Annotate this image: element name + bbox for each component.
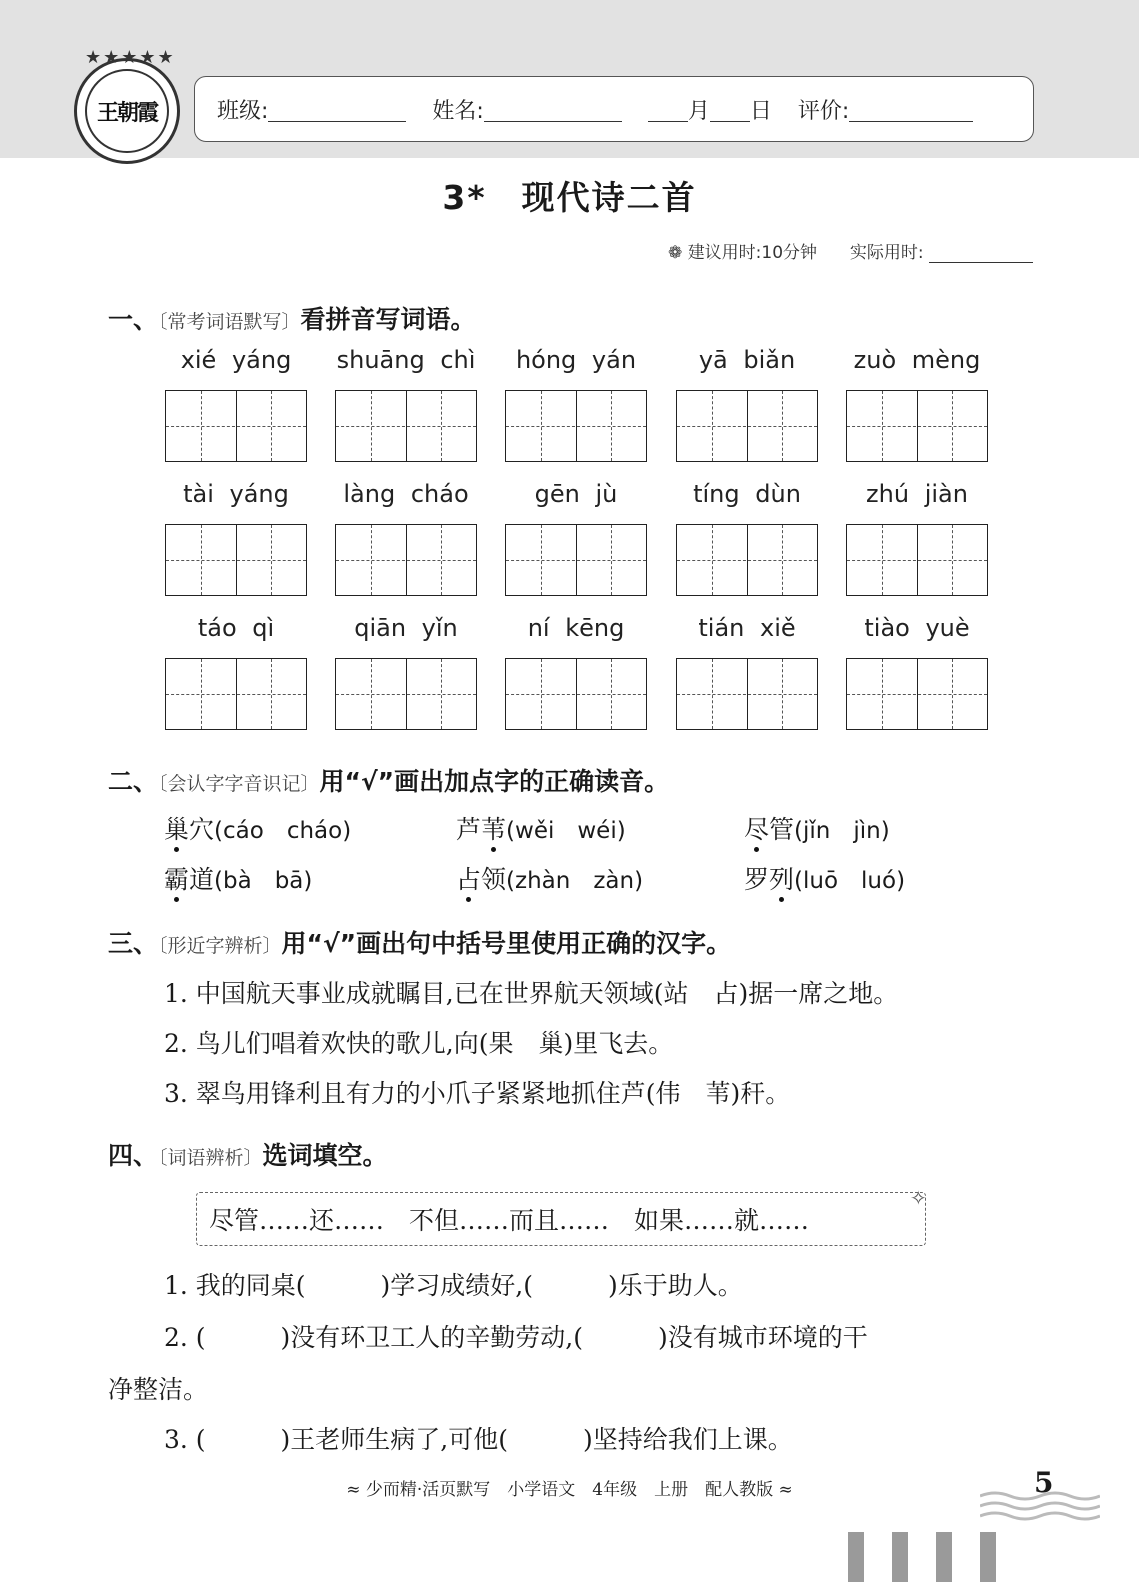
section-tag: 〔会认字字音识记〕 <box>158 773 320 795</box>
pronunciation-item <box>456 860 643 896</box>
writing-grid[interactable] <box>505 658 647 730</box>
name-label: 姓名: <box>432 98 484 124</box>
section-number: 二、 <box>108 767 159 796</box>
section-number: 四、 <box>108 1141 159 1170</box>
pronunciation-item <box>456 810 626 846</box>
suggested-time: 建议用时:10分钟 <box>687 243 818 263</box>
clock-icon: ❁ <box>668 243 683 263</box>
word-pre: 芦 <box>456 815 482 844</box>
pinyin-options[interactable]: (jǐn jìn) <box>794 818 890 844</box>
section-instruction: 选词填空。 <box>262 1141 388 1170</box>
pinyin-label: làng cháo <box>343 480 469 508</box>
sentence-line[interactable]: 3. 翠鸟用锋利且有力的小爪子紧紧地抓住芦(伟 苇)秆。 <box>164 1079 791 1108</box>
fill-blank-line[interactable]: 1. 我的同桌( )学习成绩好,( )乐于助人。 <box>164 1271 743 1300</box>
writing-grid[interactable] <box>165 390 307 462</box>
sentence-line[interactable]: 1. 中国航天事业成就瞩目,已在世界航天领域(站 占)据一席之地。 <box>164 979 899 1008</box>
writing-grid[interactable] <box>165 524 307 596</box>
eval-field[interactable] <box>849 96 973 122</box>
section-2-heading <box>108 762 669 798</box>
name-field[interactable] <box>484 96 622 122</box>
pronunciation-item <box>164 860 312 896</box>
pronunciation-item <box>744 860 905 896</box>
word-rest: 管 <box>769 815 795 844</box>
publisher-logo <box>74 47 180 164</box>
pinyin-options[interactable]: (bà bā) <box>214 868 313 894</box>
pinyin-label: tíng dùn <box>693 480 801 508</box>
pinyin-label: ní kēng <box>527 614 625 642</box>
edge-tab <box>892 1532 908 1582</box>
writing-grid[interactable] <box>676 390 818 462</box>
word-rest: 道 <box>189 865 215 894</box>
writing-grid[interactable] <box>335 524 477 596</box>
dotted-char: 尽 <box>744 815 770 844</box>
month-label: 月 <box>687 98 710 124</box>
footer-text: ≈ 少而精·活页默写 小学语文 4年级 上册 配人教版 ≈ <box>346 1480 793 1500</box>
day-field[interactable] <box>710 96 750 122</box>
pinyin-label: zhú jiàn <box>866 480 968 508</box>
student-info-box <box>194 76 1034 142</box>
sentence-line[interactable]: 2. 鸟儿们唱着欢快的歌儿,向(果 巢)里飞去。 <box>164 1029 674 1058</box>
pinyin-label: hóng yán <box>515 346 637 374</box>
pinyin-label: yā biǎn <box>698 346 796 374</box>
page-number: 5 <box>1034 1466 1054 1499</box>
writing-grid[interactable] <box>846 658 988 730</box>
class-label: 班级: <box>217 98 269 124</box>
actual-time-field[interactable] <box>929 245 1033 263</box>
word-choice-box: 尽管……还…… 不但……而且…… 如果……就…… <box>196 1192 926 1246</box>
page-title: 3* 现代诗二首 <box>442 178 697 217</box>
section-3-heading <box>108 924 731 960</box>
pinyin-label: tiào yuè <box>864 614 970 642</box>
section-instruction: 看拼音写词语。 <box>300 305 476 334</box>
eval-label: 评价: <box>797 98 850 124</box>
logo-text: 王朝霞 <box>85 69 169 153</box>
writing-grid[interactable] <box>165 658 307 730</box>
section-4-heading <box>108 1136 388 1172</box>
pronunciation-item <box>164 810 351 846</box>
fill-blank-line: 净整洁。 <box>108 1375 209 1404</box>
section-tag: 〔常考词语默写〕 <box>158 311 301 333</box>
day-label: 日 <box>749 98 772 124</box>
fill-blank-line[interactable]: 3. ( )王老师生病了,可他( )坚持给我们上课。 <box>164 1425 793 1454</box>
word-rest: 穴 <box>189 815 215 844</box>
pinyin-options[interactable]: (wěi wéi) <box>506 818 626 844</box>
pinyin-label: shuāng chì <box>336 346 476 374</box>
section-instruction: 用“√”画出句中括号里使用正确的汉字。 <box>281 929 732 958</box>
time-hint <box>668 238 1033 263</box>
writing-grid[interactable] <box>846 390 988 462</box>
fill-blank-line[interactable]: 2. ( )没有环卫工人的辛勤劳动,( )没有城市环境的干 <box>164 1323 868 1352</box>
section-tag: 〔词语辨析〕 <box>158 1147 263 1169</box>
writing-grid[interactable] <box>676 658 818 730</box>
section-tag: 〔形近字辨析〕 <box>158 935 282 957</box>
writing-grid[interactable] <box>505 524 647 596</box>
edge-tab <box>980 1532 996 1582</box>
pinyin-label: táo qì <box>197 614 275 642</box>
pinyin-label: qiān yǐn <box>354 614 458 642</box>
section-1-heading <box>108 300 476 336</box>
pinyin-label: gēn jù <box>534 480 618 508</box>
month-field[interactable] <box>648 96 688 122</box>
section-number: 三、 <box>108 929 159 958</box>
writing-grid[interactable] <box>335 658 477 730</box>
word-pre: 罗 <box>744 865 770 894</box>
wave-decoration <box>980 1486 1100 1526</box>
dotted-char: 占 <box>456 865 482 894</box>
writing-grid[interactable] <box>505 390 647 462</box>
section-instruction: 用“√”画出加点字的正确读音。 <box>319 767 670 796</box>
pinyin-options[interactable]: (cáo cháo) <box>214 818 352 844</box>
writing-grid[interactable] <box>676 524 818 596</box>
star-icon: ★★★★★ <box>85 47 176 68</box>
dotted-char: 列 <box>769 865 795 894</box>
dotted-char: 巢 <box>164 815 190 844</box>
pinyin-options[interactable]: (zhàn zàn) <box>506 868 644 894</box>
dotted-char: 霸 <box>164 865 190 894</box>
pinyin-options[interactable]: (luō luó) <box>794 868 906 894</box>
pinyin-label: tián xiě <box>698 614 796 642</box>
star-icon: ✧ <box>910 1186 927 1210</box>
class-field[interactable] <box>268 96 406 122</box>
pinyin-label: tài yáng <box>183 480 289 508</box>
word-rest: 领 <box>481 865 507 894</box>
edge-tab <box>936 1532 952 1582</box>
actual-time-label: 实际用时: <box>849 243 924 263</box>
writing-grid[interactable] <box>846 524 988 596</box>
section-number: 一、 <box>108 305 159 334</box>
edge-tab <box>848 1532 864 1582</box>
dotted-char: 苇 <box>481 815 507 844</box>
pronunciation-item <box>744 810 890 846</box>
writing-grid[interactable] <box>335 390 477 462</box>
pinyin-label: xié yáng <box>180 346 292 374</box>
pinyin-label: zuò mèng <box>853 346 981 374</box>
